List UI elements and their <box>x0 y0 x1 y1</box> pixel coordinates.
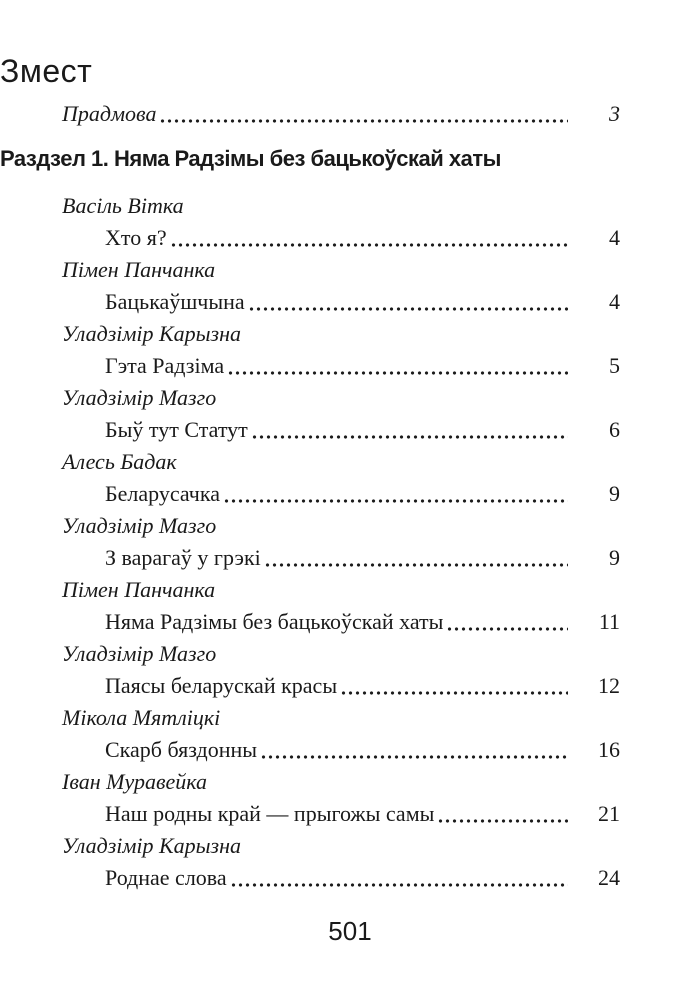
entry-page-number: 9 <box>609 481 620 506</box>
entry-page-number: 21 <box>598 801 620 826</box>
toc-entry <box>62 190 620 254</box>
toc-entry <box>62 318 620 382</box>
dot-leader <box>159 118 568 124</box>
entry-title-row <box>62 862 620 894</box>
preface-entry <box>62 98 620 130</box>
entry-title: Бацькаўшчына <box>105 289 245 314</box>
entry-title: Гэта Радзіма <box>105 353 225 378</box>
entry-title-row <box>62 798 620 830</box>
dot-leader <box>230 882 568 888</box>
entry-author: Васіль Вітка <box>62 193 184 218</box>
toc-entry <box>62 446 620 510</box>
entry-author: Уладзімір Мазго <box>62 513 217 538</box>
entry-page-number: 6 <box>609 417 620 442</box>
entry-title-row <box>62 222 620 254</box>
toc-entry <box>62 510 620 574</box>
entry-title-row <box>62 478 620 510</box>
dot-leader <box>248 306 568 312</box>
entry-page-number: 4 <box>609 225 620 250</box>
entry-author: Пімен Панчанка <box>62 257 216 282</box>
entry-title: Роднае слова <box>105 865 227 890</box>
toc-entry <box>62 766 620 830</box>
entry-author: Уладзімір Мазго <box>62 641 217 666</box>
toc-entry <box>62 830 620 894</box>
toc-entry <box>62 574 620 638</box>
dot-leader <box>170 242 568 248</box>
page-number-footer: 501 <box>328 916 372 946</box>
entry-title: Хто я? <box>105 225 167 250</box>
entry-title-row <box>62 414 620 446</box>
entry-author: Мікола Мятліцкі <box>62 705 221 730</box>
preface-page-number: 3 <box>609 101 620 126</box>
dot-leader <box>251 434 568 440</box>
dot-leader <box>446 626 568 632</box>
dot-leader <box>437 818 568 824</box>
page-title: Змест <box>0 53 93 89</box>
dot-leader <box>223 498 568 504</box>
section-heading: Раздзел 1. Няма Радзімы без бацькоўскай хаты <box>0 146 501 171</box>
entry-page-number: 9 <box>609 545 620 570</box>
dot-leader <box>260 754 568 760</box>
entry-author: Пімен Панчанка <box>62 577 216 602</box>
entry-title: Паясы беларускай красы <box>105 673 338 698</box>
entry-author: Іван Муравейка <box>62 769 207 794</box>
entry-page-number: 11 <box>598 609 620 634</box>
toc-entry <box>62 702 620 766</box>
entry-page-number: 5 <box>609 353 620 378</box>
toc-entry <box>62 638 620 702</box>
toc-entry <box>62 254 620 318</box>
entry-title-row <box>62 542 620 574</box>
entry-author: Уладзімір Карызна <box>62 321 242 346</box>
entry-title: Беларусачка <box>105 481 220 506</box>
entry-title-row <box>62 606 620 638</box>
entry-title-row <box>62 670 620 702</box>
entry-title: Наш родны край — прыгожы самы <box>105 801 435 826</box>
toc-entry <box>62 382 620 446</box>
entry-page-number: 16 <box>598 737 620 762</box>
preface-label: Прадмова <box>62 101 157 126</box>
entry-title: З варагаў у грэкі <box>105 545 261 570</box>
entry-page-number: 24 <box>598 865 620 890</box>
entry-title: Быў тут Статут <box>105 417 248 442</box>
entry-page-number: 4 <box>609 289 620 314</box>
entry-title-row <box>62 734 620 766</box>
entry-title-row <box>62 286 620 318</box>
entry-title: Няма Радзімы без бацькоўскай хаты <box>105 609 444 634</box>
dot-leader <box>227 370 568 376</box>
dot-leader <box>264 562 568 568</box>
entry-author: Уладзімір Карызна <box>62 833 242 858</box>
dot-leader <box>340 690 568 696</box>
entry-page-number: 12 <box>598 673 620 698</box>
entry-author: Уладзімір Мазго <box>62 385 217 410</box>
toc-entries <box>62 190 620 894</box>
entry-author: Алесь Бадак <box>62 449 177 474</box>
entry-title-row <box>62 350 620 382</box>
entry-title: Скарб бяздонны <box>105 737 258 762</box>
